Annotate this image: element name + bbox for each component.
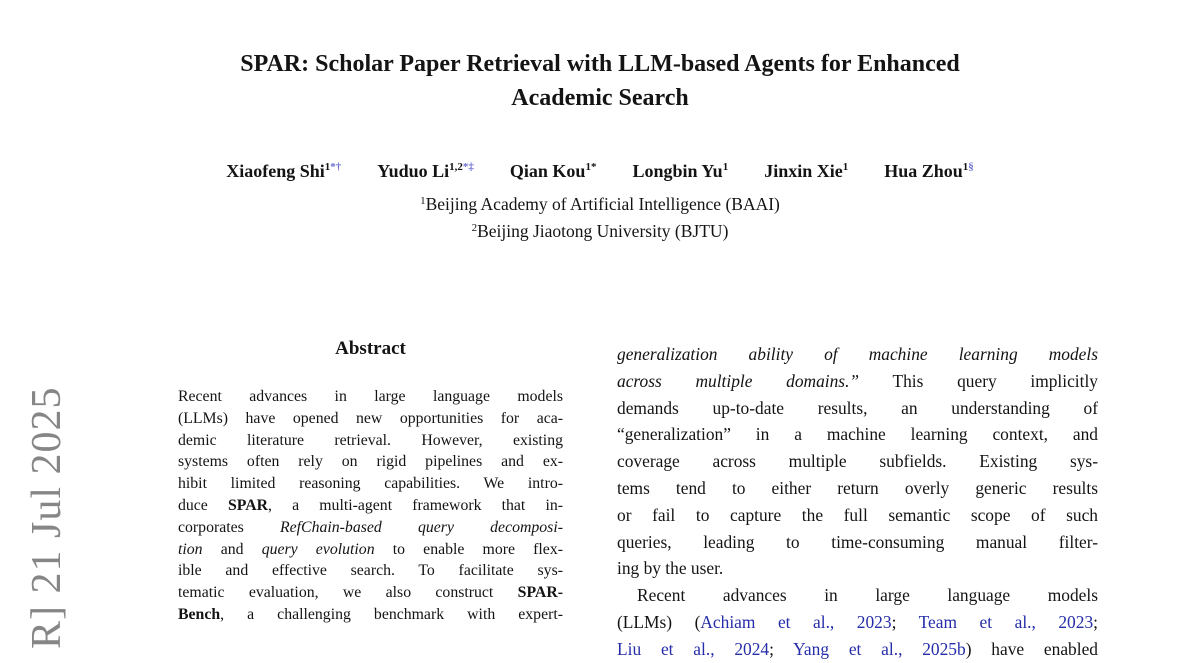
author-name: Qian Kou bbox=[509, 161, 586, 181]
text-line bbox=[178, 539, 563, 561]
text-segment: systems often rely on rigid pipelines and ex- bbox=[178, 453, 563, 471]
author bbox=[226, 161, 341, 182]
text-line bbox=[178, 386, 563, 408]
citation-link[interactable]: Liu et al., 2024 bbox=[617, 638, 770, 659]
text-segment: Bench bbox=[178, 605, 221, 623]
author bbox=[510, 161, 597, 182]
text-segment: This query implicitly bbox=[859, 370, 1098, 391]
author-name: Longbin Yu bbox=[632, 161, 723, 181]
paper-title-line-2: Academic Search bbox=[511, 85, 689, 111]
text-line bbox=[617, 582, 1098, 609]
affiliation-marker: 1 bbox=[842, 161, 849, 173]
text-segment: tems tend to either return overly generic results bbox=[617, 477, 1098, 498]
author bbox=[884, 161, 974, 182]
author bbox=[764, 161, 848, 182]
text-segment: corporates bbox=[178, 518, 280, 536]
text-line bbox=[178, 582, 563, 604]
text-segment: Recent advances in large language models bbox=[178, 388, 563, 405]
author bbox=[632, 161, 728, 182]
text-segment: “generalization” in a machine learning context, and bbox=[617, 424, 1098, 445]
footnote-marker: § bbox=[968, 161, 974, 173]
affiliation-2: $^2$Beijing Jiaotong University (BJTU) bbox=[471, 221, 729, 241]
arxiv-watermark: R] 21 Jul 2025 bbox=[24, 386, 70, 649]
text-segment: ible and effective search. To facilitate sys- bbox=[178, 562, 563, 580]
text-segment: to enable more flex- bbox=[374, 540, 563, 558]
abstract-heading: Abstract bbox=[335, 338, 406, 359]
citation-link[interactable]: Achiam et al., 2023 bbox=[700, 611, 892, 632]
text-line bbox=[178, 495, 563, 517]
footnote-marker: *† bbox=[330, 161, 342, 173]
text-segment: tematic evaluation, we also construct bbox=[178, 584, 518, 602]
text-segment: and bbox=[202, 540, 262, 558]
affiliation-marker: 1 bbox=[324, 161, 331, 173]
text-segment: ; bbox=[769, 638, 794, 659]
text-segment: tion bbox=[178, 540, 203, 558]
text-segment: demic literature retrieval. However, existing bbox=[178, 431, 563, 449]
text-line bbox=[617, 609, 1098, 636]
text-segment: or fail to capture the full semantic scope of such bbox=[617, 504, 1098, 525]
affiliation-marker: 1* bbox=[585, 161, 597, 173]
text-line bbox=[617, 636, 1098, 663]
text-segment: (LLMs) have opened new opportunities for aca- bbox=[178, 409, 563, 427]
abstract-text bbox=[178, 386, 563, 626]
author-name: Yuduo Li bbox=[377, 161, 450, 181]
text-segment: Recent advances in large language models bbox=[637, 585, 1098, 606]
text-segment: ing by the user. bbox=[617, 558, 724, 579]
paper-title bbox=[0, 47, 1200, 115]
text-segment: queries, leading to time-consuming manual filter- bbox=[617, 531, 1098, 552]
author-name: Hua Zhou bbox=[884, 161, 963, 181]
text-line bbox=[617, 555, 1098, 582]
affiliation-marker: 2 bbox=[471, 222, 478, 234]
text-line bbox=[178, 451, 563, 473]
citation-link[interactable]: Team et al., 2023 bbox=[918, 611, 1094, 632]
text-line bbox=[178, 604, 563, 626]
text-segment: hibit limited reasoning capabilities. We intro- bbox=[178, 475, 563, 493]
text-line bbox=[617, 529, 1098, 556]
text-segment: RefChain-based query decomposi- bbox=[280, 518, 563, 536]
text-segment: SPAR bbox=[227, 496, 269, 514]
text-line bbox=[617, 368, 1098, 395]
text-line bbox=[617, 502, 1098, 529]
text-segment: SPAR- bbox=[517, 584, 563, 602]
affiliation-marker: 1 bbox=[722, 161, 729, 173]
text-line bbox=[617, 475, 1098, 502]
text-segment: duce bbox=[178, 496, 228, 514]
footnote-marker: *‡ bbox=[462, 161, 474, 173]
author bbox=[377, 161, 474, 182]
text-line bbox=[617, 448, 1098, 475]
text-line bbox=[617, 395, 1098, 422]
text-segment: (LLMs) ( bbox=[617, 611, 701, 632]
text-segment: ; bbox=[891, 611, 919, 632]
text-segment: ; bbox=[1093, 611, 1098, 632]
text-line bbox=[178, 473, 563, 495]
text-segment: , a multi-agent framework that in- bbox=[268, 496, 563, 514]
affiliation-1: $^1$Beijing Academy of Artificial Intelligence (BAAI) bbox=[420, 194, 780, 214]
text-segment: generalization ability of machine learning models bbox=[617, 344, 1098, 364]
text-line bbox=[178, 408, 563, 430]
text-segment: ) have enabled bbox=[965, 638, 1098, 659]
text-segment: demands up-to-date results, an understanding of bbox=[617, 397, 1098, 418]
affiliation-marker: 1 bbox=[420, 195, 426, 207]
text-line bbox=[178, 560, 563, 582]
introduction-column-text bbox=[617, 341, 1098, 663]
text-line bbox=[617, 421, 1098, 448]
affiliation-marker: 1 bbox=[962, 161, 969, 173]
author-name: Xiaofeng Shi bbox=[226, 161, 325, 181]
citation-link[interactable]: Yang et al., 2025b bbox=[793, 638, 966, 659]
affiliation-marker: 1,2 bbox=[449, 161, 463, 173]
author-name: Jinxin Xie bbox=[764, 161, 843, 181]
paper-title-line-1: SPAR: Scholar Paper Retrieval with LLM-based Agents for Enhanced bbox=[240, 51, 960, 77]
author-list bbox=[0, 161, 1200, 182]
text-segment: query evolution bbox=[261, 540, 375, 558]
abstract-section bbox=[178, 336, 563, 626]
text-segment: , a challenging benchmark with expert- bbox=[220, 605, 563, 623]
text-segment: coverage across multiple subfields. Existing sys- bbox=[617, 451, 1098, 472]
text-segment: across multiple domains.” bbox=[617, 370, 860, 391]
text-line bbox=[617, 341, 1098, 368]
text-line bbox=[178, 517, 563, 539]
text-line bbox=[178, 430, 563, 452]
